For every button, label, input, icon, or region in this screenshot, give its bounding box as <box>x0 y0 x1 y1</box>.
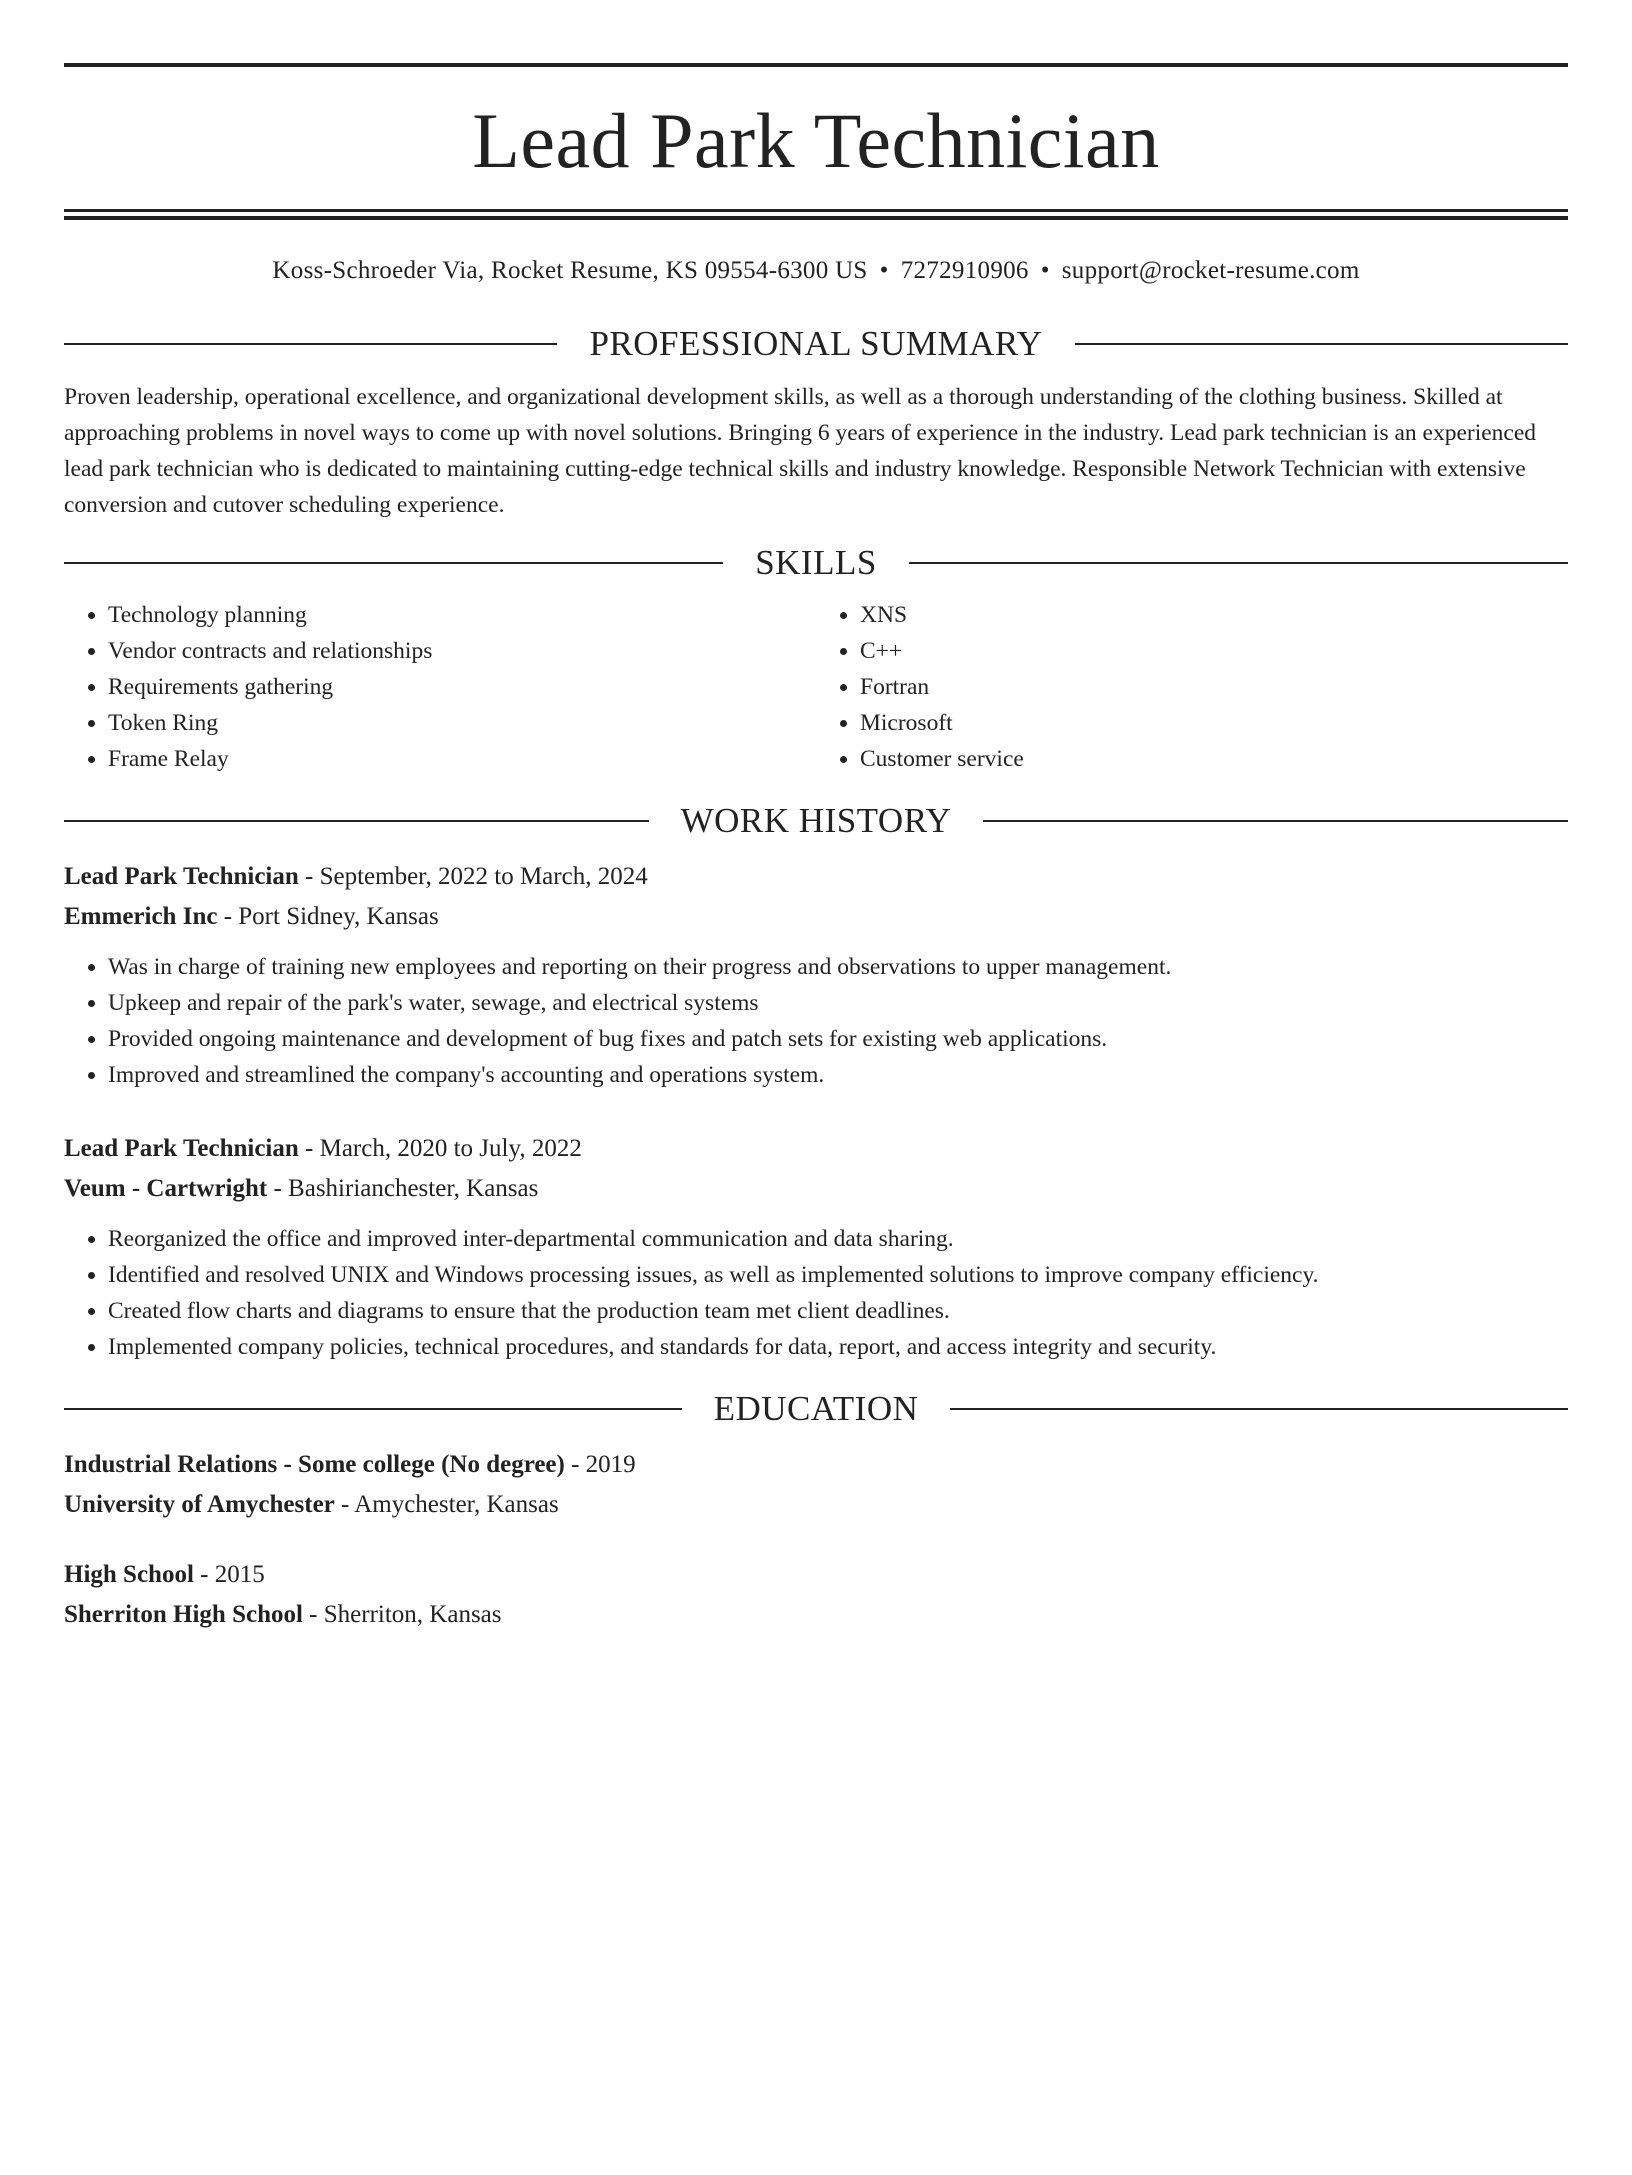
skills-column-left <box>64 597 816 777</box>
skill-item: • C++ <box>860 633 1568 669</box>
job-company: Emmerich Inc <box>64 903 218 930</box>
resume-page <box>0 63 1632 2175</box>
heading-rule-left <box>64 343 557 345</box>
job-location: - Port Sidney, Kansas <box>217 903 439 930</box>
job-company: Veum - Cartwright <box>64 1175 268 1202</box>
contact-separator: • <box>879 257 889 284</box>
education-location: - Sherriton, Kansas <box>302 1601 502 1628</box>
education-school: Sherriton High School <box>64 1601 303 1628</box>
contact-email: support@rocket-resume.com <box>1061 257 1360 284</box>
job-entry <box>64 1129 1568 1365</box>
job-location: - Bashirianchester, Kansas <box>267 1175 539 1202</box>
job-title: Lead Park Technician <box>64 863 299 890</box>
section-title: PROFESSIONAL SUMMARY <box>589 324 1043 363</box>
job-bullet: • Provided ongoing maintenance and development of bug fixes and patch sets for existing web applications. <box>108 1021 1568 1057</box>
skill-item: • Frame Relay <box>108 741 816 777</box>
education-entry <box>64 1555 1568 1635</box>
education-year: - 2019 <box>564 1451 636 1478</box>
summary-paragraph: Proven leadership, operational excellence, and organizational development skills, as well as a thorough understanding of the clothing business. Skilled at approaching problems in novel ways to come up with novel solutions. Bringing 6 years of experience in the industry. Lead park technician is an experienced lead park technician who is dedicated to maintaining cutting-edge technical skills and industry knowledge. Responsible Network Technician with extensive conversion and cutover scheduling experience. <box>64 384 1537 518</box>
education-degree-line <box>64 1445 1568 1485</box>
skills-list <box>64 597 1568 777</box>
job-bullet: • Upkeep and repair of the park's water, sewage, and electrical systems <box>108 985 1568 1021</box>
section-heading-education <box>64 1389 1568 1429</box>
heading-rule-left <box>64 820 649 822</box>
skill-item: • Microsoft <box>860 705 1568 741</box>
contact-phone: 7272910906 <box>900 257 1029 284</box>
job-bullets <box>64 1221 1568 1365</box>
education-degree-line <box>64 1555 1568 1595</box>
job-company-line <box>64 897 1568 937</box>
education-degree: High School <box>64 1561 194 1588</box>
heading-rule-right <box>983 820 1568 822</box>
section-heading-work <box>64 801 1568 841</box>
contact-line <box>64 256 1568 286</box>
job-dates: - September, 2022 to March, 2024 <box>298 863 648 890</box>
heading-rule-left <box>64 1408 682 1410</box>
skill-item: • Vendor contracts and relationships <box>108 633 816 669</box>
job-title-line <box>64 1129 1568 1169</box>
section-title: SKILLS <box>755 543 877 582</box>
job-company-line <box>64 1169 1568 1209</box>
section-title: WORK HISTORY <box>680 801 952 840</box>
section-title: EDUCATION <box>713 1389 919 1428</box>
section-heading-skills <box>64 543 1568 583</box>
header-double-rule <box>64 209 1568 220</box>
top-rule <box>64 63 1568 67</box>
education-degree: Industrial Relations - Some college (No degree) <box>64 1451 565 1478</box>
heading-rule-right <box>909 562 1568 564</box>
job-bullet: • Identified and resolved UNIX and Windows processing issues, as well as implemented solutions to improve company efficiency. <box>108 1257 1568 1293</box>
job-entry <box>64 857 1568 1093</box>
skill-item: • Requirements gathering <box>108 669 816 705</box>
resume-name: Lead Park Technician <box>472 97 1160 184</box>
job-bullets <box>64 949 1568 1093</box>
skill-item: • Fortran <box>860 669 1568 705</box>
job-bullet: • Reorganized the office and improved inter-departmental communication and data sharing. <box>108 1221 1568 1257</box>
skill-item: • Token Ring <box>108 705 816 741</box>
section-heading-summary <box>64 324 1568 364</box>
job-title-line <box>64 857 1568 897</box>
contact-address: Koss-Schroeder Via, Rocket Resume, KS 09554-6300 US <box>272 257 868 284</box>
heading-rule-right <box>950 1408 1568 1410</box>
education-school: University of Amychester <box>64 1491 335 1518</box>
skill-item: • Technology planning <box>108 597 816 633</box>
education-entry <box>64 1445 1568 1525</box>
job-bullet: • Created flow charts and diagrams to ensure that the production team met client deadlines. <box>108 1293 1568 1329</box>
education-school-line <box>64 1485 1568 1525</box>
heading-rule-left <box>64 562 723 564</box>
contact-separator: • <box>1040 257 1050 284</box>
job-bullet: • Was in charge of training new employees and reporting on their progress and observations to upper management. <box>108 949 1568 985</box>
skills-column-right <box>816 597 1568 777</box>
education-location: - Amychester, Kansas <box>334 1491 559 1518</box>
skill-item: • Customer service <box>860 741 1568 777</box>
job-title: Lead Park Technician <box>64 1135 299 1162</box>
education-year: - 2015 <box>193 1561 265 1588</box>
heading-rule-right <box>1075 343 1568 345</box>
job-bullet: • Implemented company policies, technical procedures, and standards for data, report, and access integrity and security. <box>108 1329 1568 1365</box>
education-school-line <box>64 1595 1568 1635</box>
skill-item: • XNS <box>860 597 1568 633</box>
job-bullet: • Improved and streamlined the company's accounting and operations system. <box>108 1057 1568 1093</box>
job-dates: - March, 2020 to July, 2022 <box>298 1135 582 1162</box>
